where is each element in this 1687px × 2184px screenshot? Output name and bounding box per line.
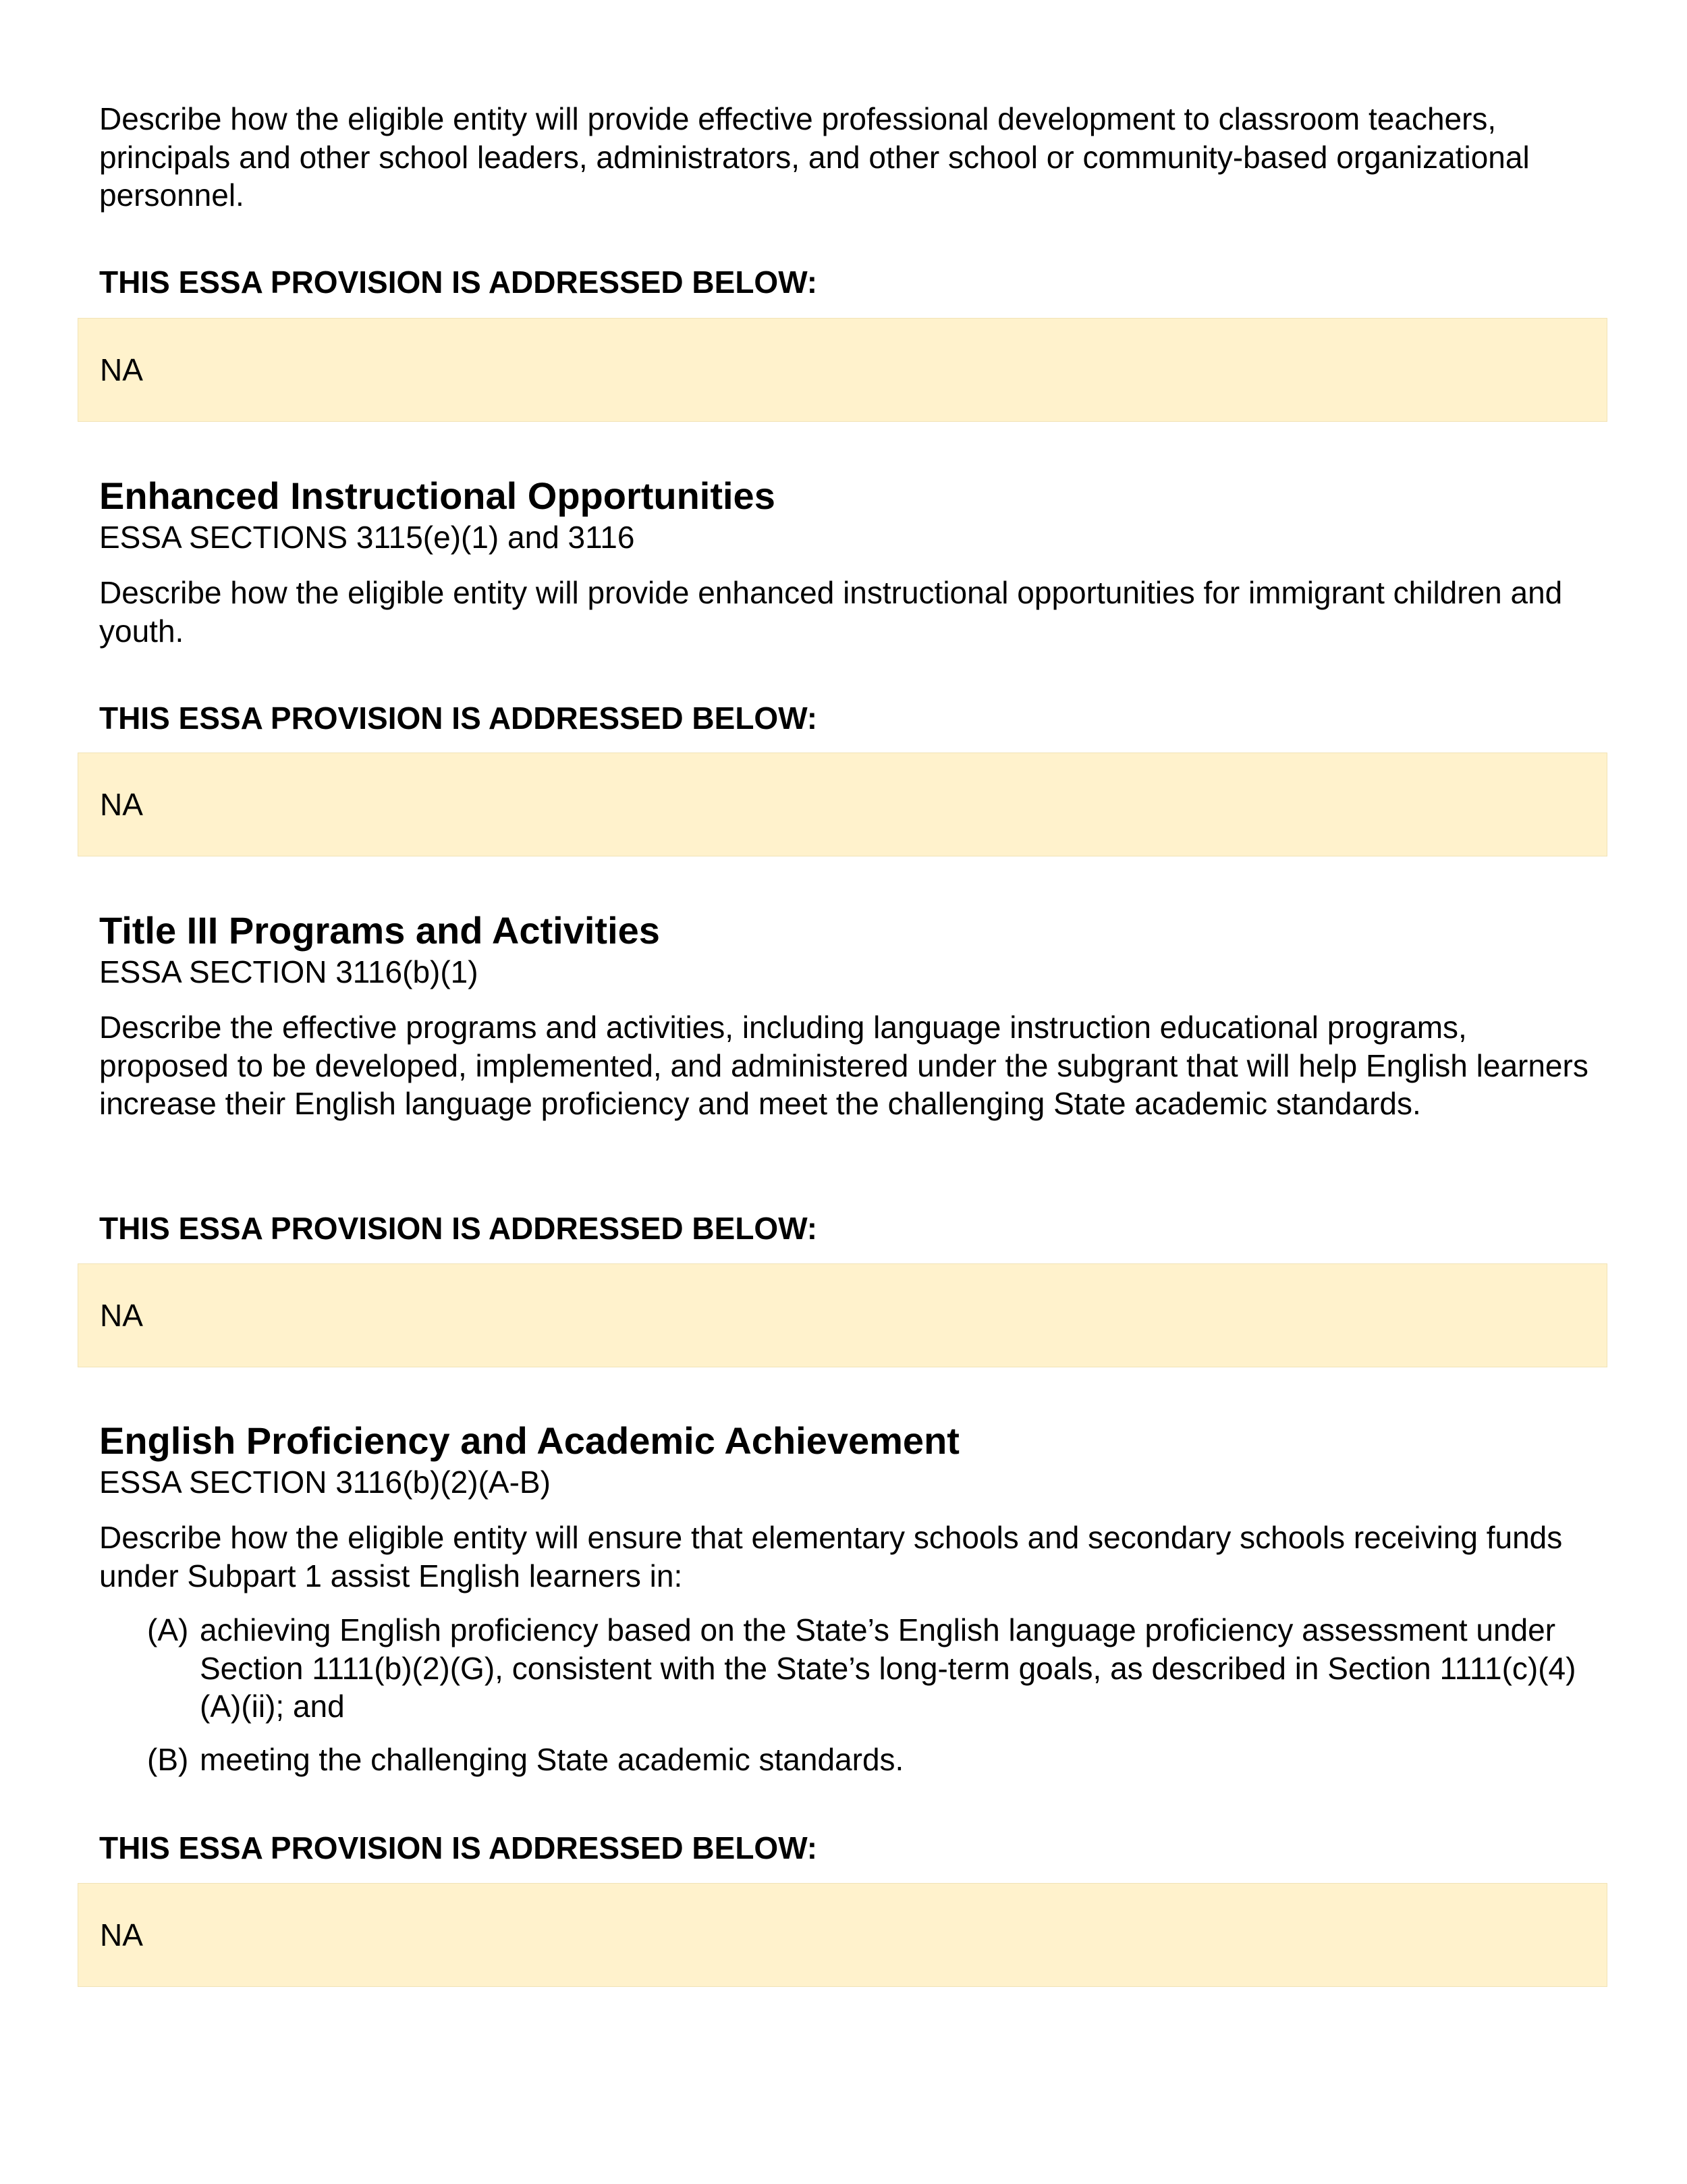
list-item-text: achieving English proficiency based on the State’s English language proficiency assessment under Section 1111(b)(2)(G), consistent with the State’s long-term goals, as described in Section 1111(c)(4)(A)(ii); and <box>200 1612 1576 1724</box>
provision-label: THIS ESSA PROVISION IS ADDRESSED BELOW: <box>99 701 818 736</box>
provision-label: THIS ESSA PROVISION IS ADDRESSED BELOW: <box>99 1211 818 1246</box>
section-title: Title III Programs and Activities <box>99 909 660 952</box>
response-box[interactable] <box>78 1883 1607 1987</box>
list-marker: (A) <box>147 1612 189 1647</box>
provision-label: THIS ESSA PROVISION IS ADDRESSED BELOW: <box>99 265 818 300</box>
section-description: Describe the effective programs and activities, including language instruction educational programs, proposed to be developed, implemented, and administered under the subgrant that will help English learners increase their English language proficiency and meet the challenging State academic standards. <box>99 1010 1588 1121</box>
section-title: Enhanced Instructional Opportunities <box>99 474 775 517</box>
provision-label: THIS ESSA PROVISION IS ADDRESSED BELOW: <box>99 1830 818 1865</box>
section-title: English Proficiency and Academic Achievement <box>99 1419 960 1462</box>
section-reference: ESSA SECTIONS 3115(e)(1) and 3116 <box>99 520 635 555</box>
response-box[interactable] <box>78 753 1607 856</box>
section-description: Describe how the eligible entity will provide enhanced instructional opportunities for immigrant children and youth. <box>99 575 1563 649</box>
section-reference: ESSA SECTION 3116(b)(2)(A-B) <box>99 1465 551 1500</box>
response-text: NA <box>100 787 143 822</box>
response-text: NA <box>100 1917 143 1953</box>
section-description: Describe how the eligible entity will ensure that elementary schools and secondary schools receiving funds under Subpart 1 assist English learners in: <box>99 1520 1563 1593</box>
intro-paragraph: Describe how the eligible entity will provide effective professional development to classroom teachers, principals and other school leaders, administrators, and other school or community-based organizational personnel. <box>99 101 1530 213</box>
section-reference: ESSA SECTION 3116(b)(1) <box>99 954 478 989</box>
response-box[interactable] <box>78 318 1607 422</box>
list-item <box>147 1741 1605 1779</box>
list-item <box>147 1611 1605 1726</box>
requirements-list <box>147 1611 1605 1778</box>
response-text: NA <box>100 352 143 387</box>
response-box[interactable] <box>78 1263 1607 1367</box>
response-text: NA <box>100 1298 143 1333</box>
list-marker: (B) <box>147 1741 189 1777</box>
list-item-text: meeting the challenging State academic standards. <box>200 1741 904 1777</box>
